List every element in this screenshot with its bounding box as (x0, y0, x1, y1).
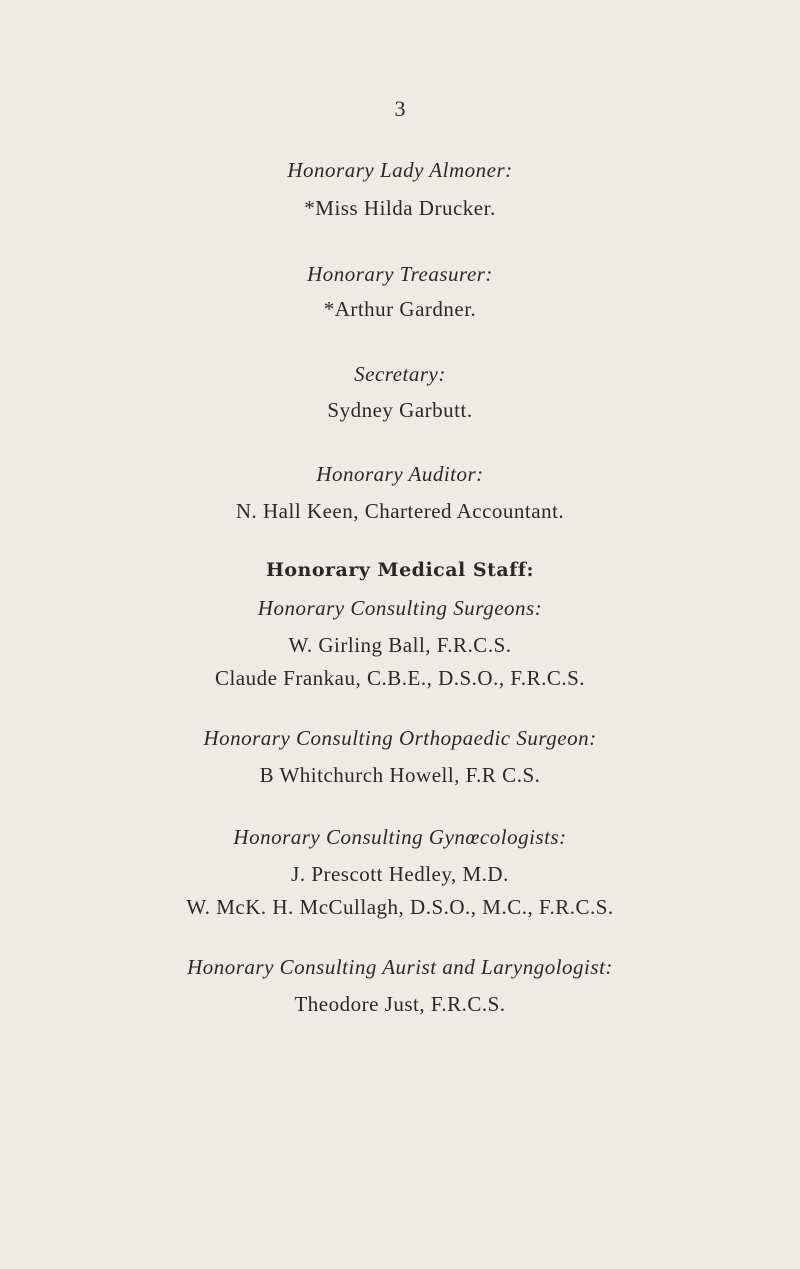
surgeon-1: W. Girling Ball, F.R.C.S. (288, 633, 512, 657)
aurist-title: Honorary Consulting Aurist and Laryngologist: (187, 955, 613, 979)
almoner-name: *Miss Hilda Drucker. (304, 196, 496, 220)
ortho-title: Honorary Consulting Orthopaedic Surgeon: (203, 726, 597, 750)
treasurer-title: Honorary Treasurer: (307, 262, 493, 286)
auditor-name: N. Hall Keen, Chartered Accountant. (235, 499, 565, 523)
auditor-title: Honorary Auditor: (316, 462, 484, 486)
page-number: 3 (394, 96, 406, 121)
treasurer-name: *Arthur Gardner. (323, 297, 477, 321)
almoner-title: Honorary Lady Almoner: (287, 158, 513, 182)
gyn-2: W. McK. H. McCullagh, D.S.O., M.C., F.R.C.S. (186, 895, 614, 919)
ortho-name: B Whitchurch Howell, F.R C.S. (259, 763, 541, 787)
aurist-name: Theodore Just, F.R.C.S. (294, 992, 506, 1016)
secretary-title: Secretary: (354, 362, 446, 386)
surgeons-title: Honorary Consulting Surgeons: (257, 596, 543, 620)
surgeon-2: Claude Frankau, C.B.E., D.S.O., F.R.C.S. (214, 666, 586, 690)
secretary-name: Sydney Garbutt. (327, 398, 473, 422)
gyn-1: J. Prescott Hedley, M.D. (291, 862, 509, 886)
medical-staff-heading: Honorary Medical Staff: (265, 559, 535, 581)
gyn-title: Honorary Consulting Gynœcologists: (233, 825, 567, 849)
